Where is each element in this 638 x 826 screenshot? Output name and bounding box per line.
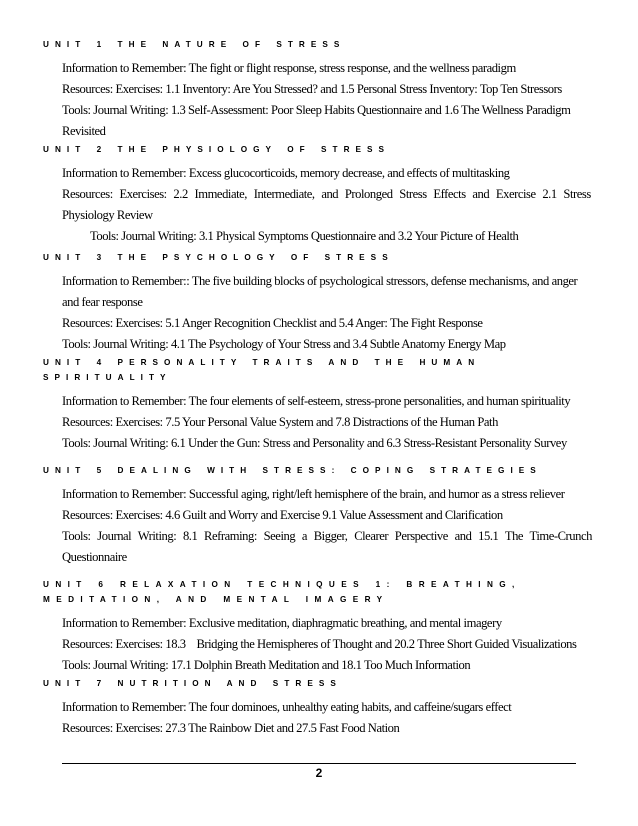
unit-5-info-line: Information to Remember: Successful aging, right/left hemisphere of the brain, and humor as a stress reliever: [62, 487, 565, 501]
unit-7-resources-line: Resources: Exercises: 27.3 The Rainbow Diet and 27.5 Fast Food Nation: [62, 721, 400, 735]
unit-2-tools-line: Tools: Journal Writing: 3.1 Physical Symptoms Questionnaire and 3.2 Your Picture of Health: [90, 229, 519, 243]
unit-4-tools-line: Tools: Journal Writing: 6.1 Under the Gun: Stress and Personality and 6.3 Stress-Resistant Personality Survey: [62, 436, 567, 450]
unit-3-heading: UNIT 3 THE PSYCHOLOGY OF STRESS: [43, 253, 394, 262]
unit-2-info-line: Information to Remember: Excess glucocorticoids, memory decrease, and effects of multitasking: [62, 166, 510, 180]
unit-7-heading: UNIT 7 NUTRITION AND STRESS: [43, 679, 342, 688]
unit-3-info-continued: and fear response: [62, 295, 143, 309]
unit-1-resources-line: Resources: Exercises: 1.1 Inventory: Are You Stressed? and 1.5 Personal Stress Inventory: Top Ten Stressors: [62, 82, 562, 96]
unit-4-heading: UNIT 4 PERSONALITY TRAITS AND THE HUMAN SPIRITUALITY: [43, 358, 481, 382]
unit-7-info-line: Information to Remember: The four dominoes, unhealthy eating habits, and caffeine/sugars effect: [62, 700, 512, 714]
unit-3-info-line: Information to Remember:: The five building blocks of psychological stressors, defense mechanisms, and anger: [62, 274, 578, 288]
unit-6-info-line: Information to Remember: Exclusive meditation, diaphragmatic breathing, and mental imagery: [62, 616, 502, 630]
unit-2-resources-continued: Physiology Review: [62, 208, 153, 222]
unit-4-info-line: Information to Remember: The four elements of self-esteem, stress-prone personalities, and human spirituality: [62, 394, 571, 408]
unit-1-tools-line: Tools: Journal Writing: 1.3 Self-Assessment: Poor Sleep Habits Questionnaire and 1.6 The Wellness Paradigm: [62, 103, 571, 117]
unit-6-resources-line: Resources: Exercises: 18.3 Bridging the Hemispheres of Thought and 20.2 Three Short Guided Visualizations: [62, 637, 577, 651]
unit-5-tools-line: Tools: Journal Writing: 8.1 Reframing: Seeing a Bigger, Clearer Perspective and 15.1 The Time-Crunch: [62, 529, 592, 543]
unit-5-resources-line: Resources: Exercises: 4.6 Guilt and Worry and Exercise 9.1 Value Assessment and Clarification: [62, 508, 503, 522]
unit-6-heading: UNIT 6 RELAXATION TECHNIQUES 1: BREATHING, MEDITATION, AND MENTAL IMAGERY: [43, 580, 521, 604]
unit-1-heading: UNIT 1 THE NATURE OF STRESS: [43, 40, 346, 49]
unit-4-resources-line: Resources: Exercises: 7.5 Your Personal Value System and 7.8 Distractions of the Human Path: [62, 415, 498, 429]
footer-rule: [62, 763, 576, 764]
unit-3-resources-line: Resources: Exercises: 5.1 Anger Recognition Checklist and 5.4 Anger: The Fight Response: [62, 316, 483, 330]
unit-5-heading: UNIT 5 DEALING WITH STRESS: COPING STRATEGIES: [43, 466, 542, 475]
unit-5-tools-continued: Questionnaire: [62, 550, 127, 564]
unit-6-tools-line: Tools: Journal Writing: 17.1 Dolphin Breath Meditation and 18.1 Too Much Information: [62, 658, 471, 672]
unit-1-info-line: Information to Remember: The fight or flight response, stress response, and the wellness paradigm: [62, 61, 516, 75]
unit-3-tools-line: Tools: Journal Writing: 4.1 The Psychology of Your Stress and 3.4 Subtle Anatomy Energy Map: [62, 337, 506, 351]
unit-2-resources-line: Resources: Exercises: 2.2 Immediate, Intermediate, and Prolonged Stress Effects and Exercise 2.1 Stress: [62, 187, 591, 201]
unit-1-tools-continued: Revisited: [62, 124, 106, 138]
page-number: 2: [315, 766, 323, 780]
unit-2-heading: UNIT 2 THE PHYSIOLOGY OF STRESS: [43, 145, 391, 154]
